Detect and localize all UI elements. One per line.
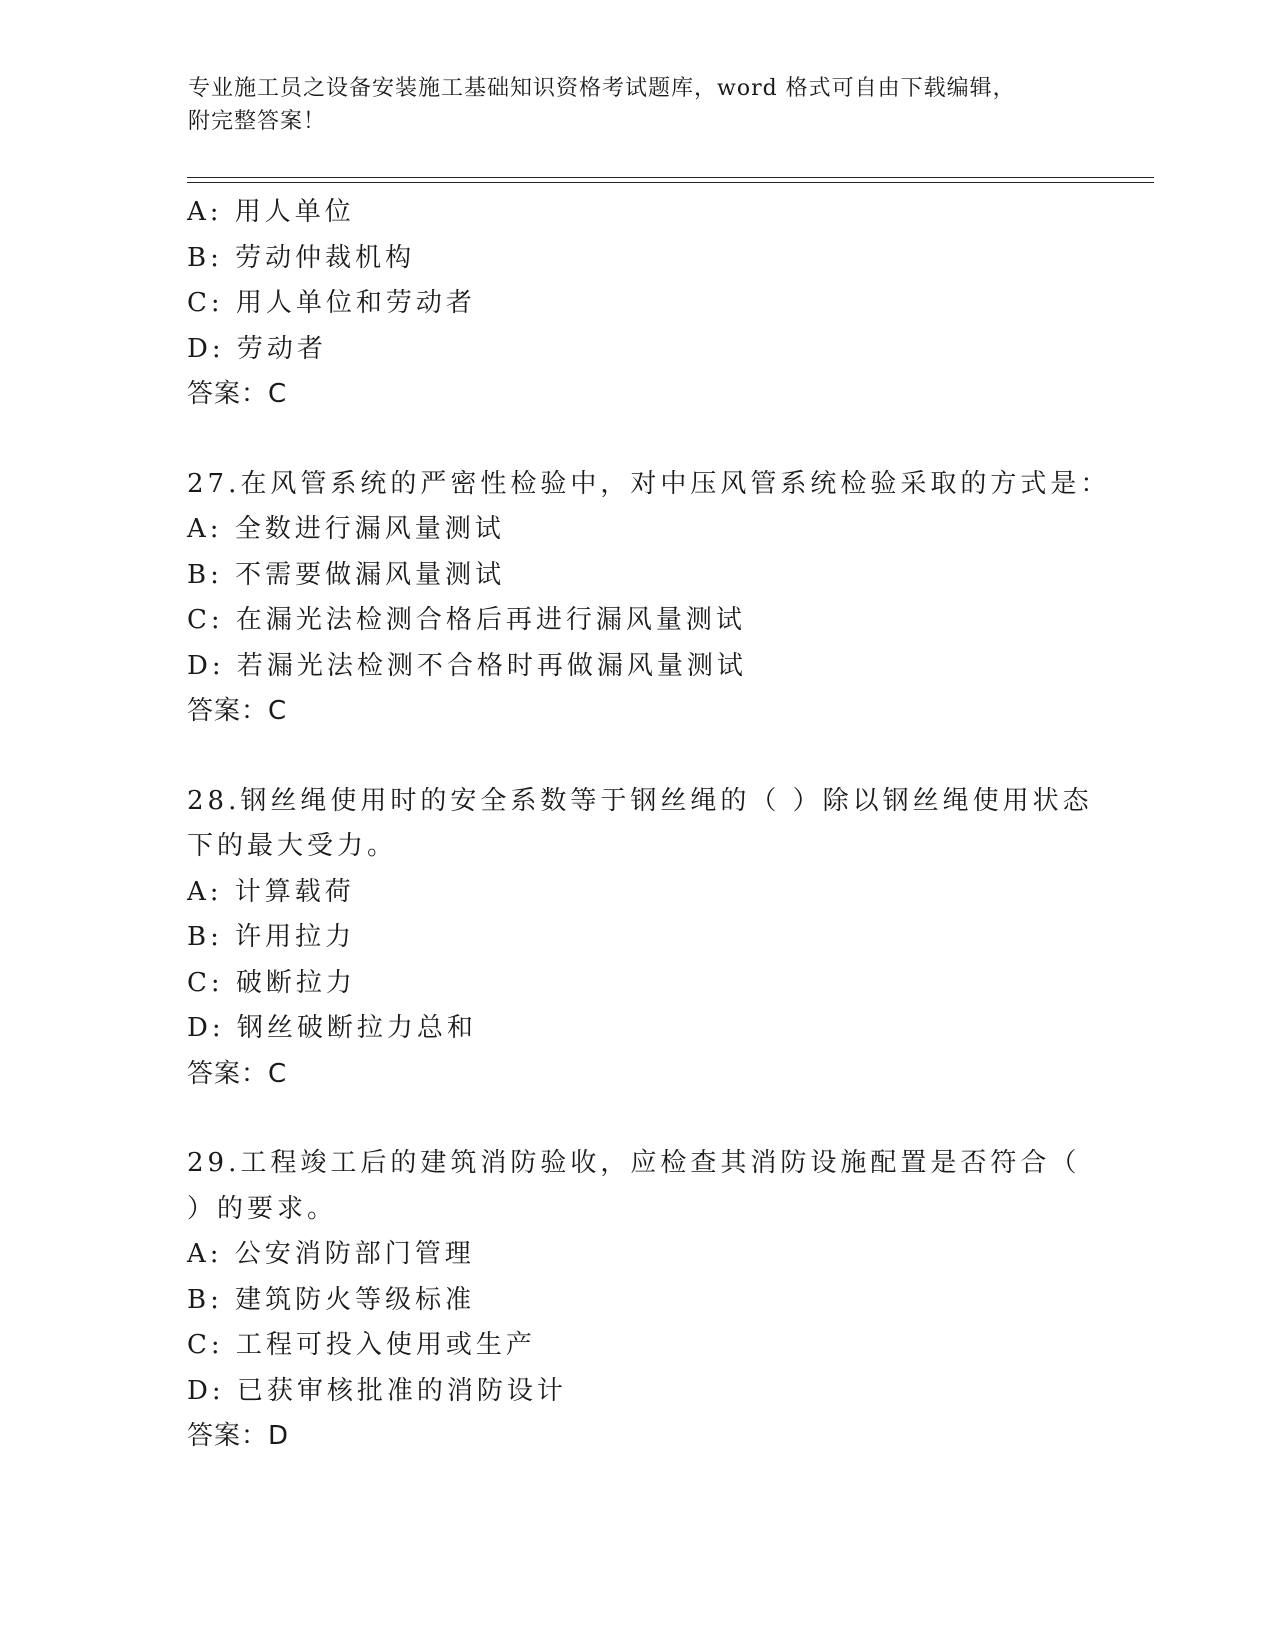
- question-text: 27.在风管系统的严密性检验中，对中压风管系统检验采取的方式是：: [187, 468, 1111, 499]
- answer: 答案：C: [187, 1058, 288, 1089]
- option-b: B: 劳动仲裁机构: [187, 242, 416, 273]
- option-d: D: 已获审核批准的消防设计: [187, 1375, 567, 1406]
- option-d: D: 劳动者: [187, 333, 327, 364]
- option-c: C: 破断拉力: [187, 967, 356, 998]
- option-d: D: 若漏光法检测不合格时再做漏风量测试: [187, 650, 747, 681]
- option-b: B: 建筑防火等级标准: [187, 1284, 476, 1315]
- answer: 答案：C: [187, 696, 288, 726]
- question-text-cont: 下的最大受力。: [187, 831, 398, 861]
- option-a: A: 公安消防部门管理: [187, 1239, 475, 1269]
- question-29: [187, 1141, 1087, 1460]
- question-28: [187, 779, 1093, 1098]
- option-d: D: 钢丝破断拉力总和: [187, 1013, 477, 1043]
- answer: 答案：C: [187, 379, 288, 409]
- header-divider-bottom: [187, 182, 1154, 183]
- option-a: A: 计算载荷: [187, 876, 355, 907]
- answer: 答案：D: [187, 1421, 290, 1451]
- option-a: A: 全数进行漏风量测试: [187, 514, 505, 544]
- option-c: C: 用人单位和劳动者: [187, 288, 476, 318]
- document-header: [188, 72, 1068, 138]
- option-a: A: 用人单位: [187, 197, 355, 227]
- option-b: B: 不需要做漏风量测试: [187, 559, 506, 590]
- spacer: [187, 1097, 1087, 1141]
- question-27: [187, 462, 1111, 735]
- question-text: 29.工程竣工后的建筑消防验收，应检查其消防设施配置是否符合（: [187, 1148, 1081, 1178]
- spacer: [187, 735, 1087, 779]
- header-line-2: 附完整答案！: [188, 109, 327, 134]
- header-divider-top: [187, 177, 1154, 178]
- question-text: 28.钢丝绳使用时的安全系数等于钢丝绳的（ ）除以钢丝绳使用状态: [187, 785, 1093, 816]
- option-b: B: 许用拉力: [187, 922, 356, 952]
- question-list: [187, 190, 1111, 1460]
- question-26: [187, 190, 1087, 418]
- option-c: C: 工程可投入使用或生产: [187, 1330, 536, 1360]
- spacer: [187, 418, 1087, 462]
- header-line-1: 专业施工员之设备安装施工基础知识资格考试题库，word 格式可自由下载编辑，: [188, 76, 1016, 101]
- option-c: C: 在漏光法检测合格后再进行漏风量测试: [187, 605, 746, 635]
- question-text-cont: ）的要求。: [187, 1193, 338, 1224]
